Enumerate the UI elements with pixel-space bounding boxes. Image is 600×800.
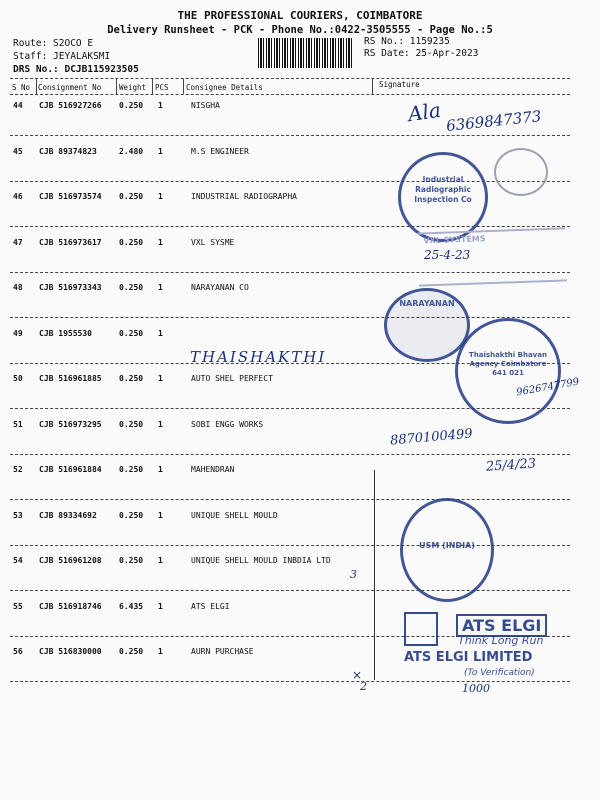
cell-consignment: CJB 516918746: [39, 601, 102, 611]
cell-sno: 56: [13, 647, 23, 656]
staff-label: Staff: JEYALAKSMI: [13, 51, 111, 62]
cell-pcs: 1: [158, 237, 163, 247]
cell-consignment: CJB 516961208: [39, 556, 102, 565]
cell-sno: 49: [13, 328, 23, 338]
cell-sno: 54: [13, 556, 23, 565]
handwritten-x-56: ×: [352, 668, 363, 682]
cell-consignment: CJB 516973295: [39, 419, 102, 429]
col-consignment-header: Consignment No: [38, 83, 102, 92]
cell-pcs: 1: [158, 146, 163, 156]
handwritten-phone-50: 9626747799: [515, 376, 581, 399]
column-divider: [116, 79, 117, 94]
cell-weight: 0.250: [119, 237, 144, 247]
cell-sno: 48: [13, 283, 23, 292]
cell-weight: 0.250: [119, 465, 144, 474]
col-pcs-header: PCS: [155, 83, 169, 92]
cell-weight: 0.250: [119, 328, 144, 338]
handwritten-number-56: 2: [360, 680, 367, 693]
rs-date: RS Date: 25-Apr-2023: [364, 48, 479, 59]
stamp-vxl-systems: VXL SYSTEMS: [417, 227, 567, 286]
cell-sno: 47: [13, 237, 23, 247]
stamp-industrial-radiographic: Industrial Radiographic Inspection Co: [398, 152, 488, 242]
stamp-ats-elgi: ATS ELGI Think Long Run ATS ELGI LIMITED (To Verification): [404, 612, 568, 692]
handwritten-number-53: 3: [350, 568, 357, 581]
cell-pcs: 1: [158, 192, 163, 201]
cell-consignee: VXL SYSME: [191, 237, 235, 247]
cell-consignee: AUTO SHEL PERFECT: [191, 374, 273, 383]
stamp-narayanan: NARAYANAN: [384, 288, 470, 362]
cell-consignee: AURN PURCHASE: [191, 647, 254, 656]
bracket-line: [374, 470, 375, 680]
cell-sno: 45: [13, 146, 23, 156]
row-separator: [10, 499, 570, 500]
cell-consignee: NARAYANAN CO: [191, 283, 249, 292]
rs-number: RS No.: 1159235: [364, 36, 450, 47]
column-divider: [152, 79, 153, 94]
column-divider: [372, 79, 373, 94]
table-row: [0, 556, 600, 601]
signature-47: 25-4-23: [424, 248, 471, 262]
company-title: THE PROFESSIONAL COURIERS, COIMBATORE: [177, 9, 423, 22]
cell-sno: 46: [13, 192, 23, 201]
cell-weight: 0.250: [119, 647, 144, 656]
col-consignee-header: Consignee Details: [186, 83, 263, 92]
cell-pcs: 1: [158, 283, 163, 292]
row-separator: [10, 135, 570, 136]
cell-weight: 0.250: [119, 510, 144, 520]
cell-consignment: CJB 1955530: [39, 328, 92, 338]
cell-consignee: SOBI ENGG WORKS: [191, 419, 264, 429]
cell-consignment: CJB 516973617: [39, 237, 102, 247]
row-separator: [10, 181, 570, 182]
cell-consignee: NISGHA: [191, 101, 220, 110]
cell-pcs: 1: [158, 419, 163, 429]
cell-consignment: CJB 516973574: [39, 192, 102, 201]
cell-consignee: UNIQUE SHELL MOULD: [191, 510, 278, 520]
cell-sno: 44: [13, 101, 23, 110]
cell-sno: 55: [13, 601, 23, 611]
handwritten-phone-51: 8870100499: [389, 426, 474, 449]
cell-weight: 0.250: [119, 419, 144, 429]
cell-pcs: 1: [158, 647, 163, 656]
col-sno-header: S No: [12, 83, 31, 92]
column-divider: [183, 79, 184, 94]
header-bottom-rule: [10, 94, 570, 95]
cell-weight: 0.250: [119, 374, 144, 383]
cell-pcs: 1: [158, 374, 163, 383]
runsheet-subtitle: Delivery Runsheet - PCK - Phone No.:0422-3505555 - Page No.:5: [107, 24, 493, 36]
cell-consignee: UNIQUE SHELL MOULD INBDIA LTD: [191, 556, 331, 565]
cell-consignee: INDUSTRIAL RADIOGRAPHA: [191, 192, 297, 201]
stamp-usm-india: USM (INDIA): [400, 498, 494, 602]
cell-consignment: CJB 516830000: [39, 647, 102, 656]
handwritten-phone-44: 6369847373: [445, 107, 543, 135]
cell-weight: 2.480: [119, 146, 144, 156]
elgi-logo: [404, 612, 438, 646]
row-separator: [10, 454, 570, 455]
cell-weight: 0.250: [119, 283, 144, 292]
cell-sno: 51: [13, 419, 23, 429]
cell-sno: 53: [13, 510, 23, 520]
cell-pcs: 1: [158, 465, 163, 474]
row-separator: [10, 317, 570, 318]
cell-weight: 0.250: [119, 192, 144, 201]
cell-consignment: CJB 516927266: [39, 101, 102, 110]
cell-pcs: 1: [158, 510, 163, 520]
row-separator: [10, 590, 570, 591]
signature-44: Ala: [406, 97, 443, 127]
cell-weight: 0.250: [119, 101, 144, 110]
cell-pcs: 1: [158, 101, 163, 110]
col-signature-header: Signature: [379, 80, 420, 89]
cell-weight: 0.250: [119, 556, 144, 565]
cell-sno: 52: [13, 465, 23, 474]
stamp-faint: [494, 148, 548, 196]
handwritten-name-49: THAISHAKTHI: [190, 348, 327, 366]
row-separator: [10, 226, 570, 227]
col-weight-header: Weight: [119, 83, 147, 92]
header-top-rule: [10, 78, 570, 79]
cell-consignment: CJB 516973343: [39, 283, 102, 292]
cell-pcs: 1: [158, 556, 163, 565]
cell-consignment: CJB 89374823: [39, 146, 97, 156]
cell-consignment: CJB 516961885: [39, 374, 102, 383]
cell-consignee: M.S ENGINEER: [191, 146, 249, 156]
handwritten-number-56b: 1000: [462, 682, 490, 695]
cell-consignment: CJB 516961884: [39, 465, 102, 474]
cell-consignee: MAHENDRAN: [191, 465, 235, 474]
column-divider: [36, 79, 37, 94]
cell-pcs: 1: [158, 601, 163, 611]
cell-consignee: ATS ELGI: [191, 601, 230, 611]
cell-weight: 6.435: [119, 601, 144, 611]
barcode-image: [258, 38, 354, 68]
handwritten-date-52: 25/4/23: [485, 456, 537, 475]
cell-consignment: CJB 89334692: [39, 510, 97, 520]
stamp-thaishakthi: Thaishakthi Bhavan Agency Coimbatore 641 021: [455, 318, 561, 424]
cell-sno: 50: [13, 374, 23, 383]
drs-number: DRS No.: DCJB115923505: [13, 64, 139, 75]
route-label: Route: S2OCO E: [13, 38, 94, 49]
cell-pcs: 1: [158, 328, 163, 338]
table-row: [0, 511, 600, 556]
